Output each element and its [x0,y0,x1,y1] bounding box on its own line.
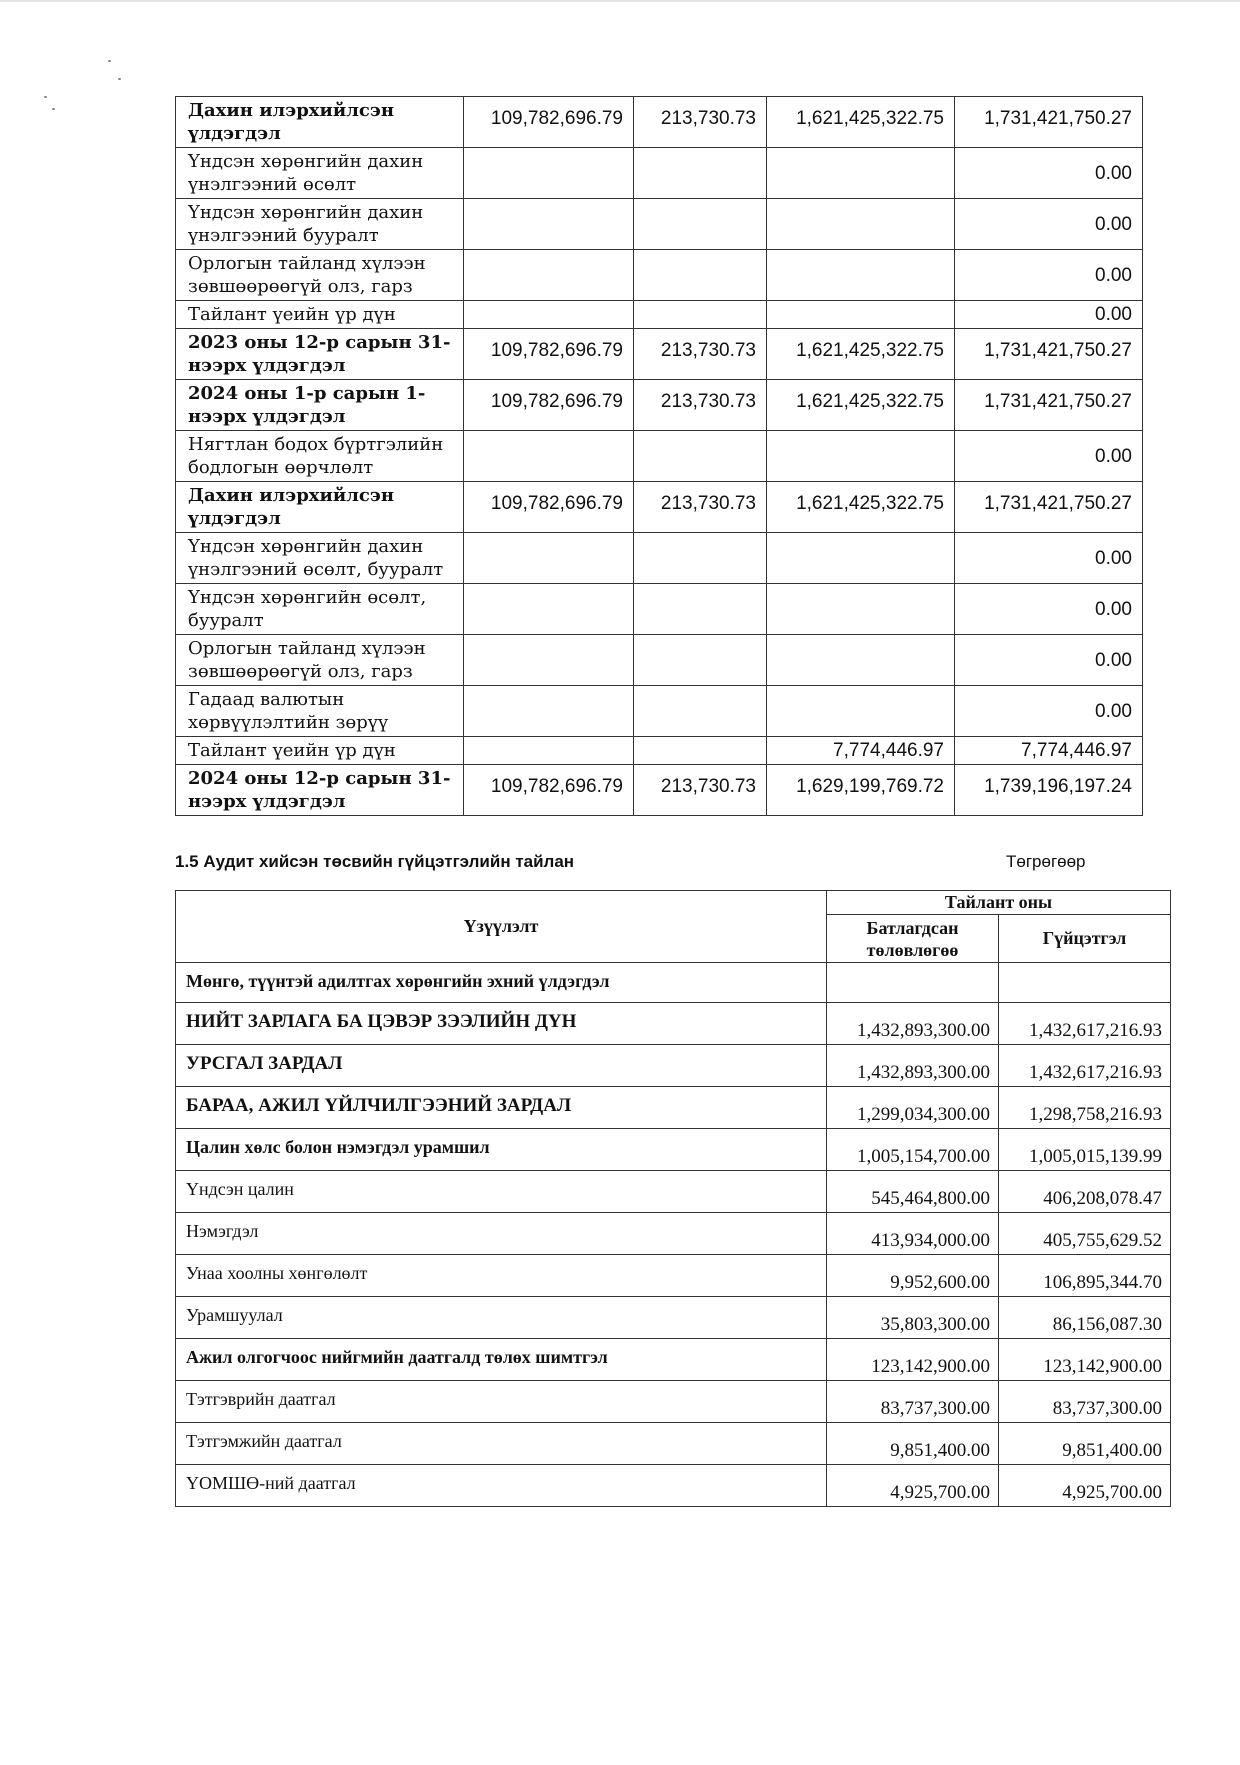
row-label: 2023 оны 12-р сарын 31-нээрх үлдэгдэл [176,329,464,380]
cell-col-2 [634,533,767,584]
row-label: Нягтлан бодох бүртгэлийн бодлогын өөрчлөлт [176,431,464,482]
table-row [176,1381,1171,1423]
cell-col-4: 1,731,421,750.27 [955,380,1143,431]
cell-col-4: 0.00 [955,584,1143,635]
cell-actual: 4,925,700.00 [999,1465,1171,1507]
table-row [176,482,1143,533]
table-row [176,963,1171,1003]
cell-approved: 35,803,300.00 [827,1297,999,1339]
cell-col-3: 1,629,199,769.72 [767,765,955,816]
cell-col-4: 1,731,421,750.27 [955,482,1143,533]
cell-actual: 1,432,617,216.93 [999,1045,1171,1087]
table-row [176,1423,1171,1465]
cell-col-3 [767,250,955,301]
scan-speck [108,60,111,62]
row-label: Дахин илэрхийлсэн үлдэгдэл [176,97,464,148]
cell-approved: 1,432,893,300.00 [827,1045,999,1087]
row-label: Гадаад валютын хөрвүүлэлтийн зөрүү [176,686,464,737]
table-row [176,737,1143,765]
cell-approved: 9,952,600.00 [827,1255,999,1297]
table-row [176,250,1143,301]
table-row [176,380,1143,431]
cell-col-1: 109,782,696.79 [464,97,634,148]
cell-col-3 [767,584,955,635]
header-actual: Гүйцэтгэл [999,915,1171,963]
cell-col-3: 1,621,425,322.75 [767,380,955,431]
row-label: БАРАА, АЖИЛ ҮЙЛЧИЛГЭЭНИЙ ЗАРДАЛ [176,1087,827,1129]
cell-approved: 4,925,700.00 [827,1465,999,1507]
cell-col-4: 0.00 [955,431,1143,482]
table-row [176,1213,1171,1255]
cell-col-3 [767,635,955,686]
cell-col-4: 0.00 [955,301,1143,329]
cell-col-2 [634,199,767,250]
cell-approved: 83,737,300.00 [827,1381,999,1423]
cell-col-4: 0.00 [955,635,1143,686]
table-row [176,97,1143,148]
cell-col-3 [767,199,955,250]
row-label: Орлогын тайланд хүлээн зөвшөөрөөгүй олз, гарз [176,635,464,686]
cell-col-3: 1,621,425,322.75 [767,482,955,533]
cell-col-3 [767,148,955,199]
scan-speck [118,78,121,80]
table-row [176,1003,1171,1045]
row-label: Дахин илэрхийлсэн үлдэгдэл [176,482,464,533]
cell-col-1 [464,301,634,329]
row-label: Тэтгэврийн даатгал [176,1381,827,1423]
cell-col-1 [464,250,634,301]
table-row [176,765,1143,816]
cell-col-1 [464,686,634,737]
cell-col-1: 109,782,696.79 [464,380,634,431]
row-label: Үндсэн хөрөнгийн дахин үнэлгээний өсөлт [176,148,464,199]
scan-speck [52,108,55,110]
cell-actual: 406,208,078.47 [999,1171,1171,1213]
cell-col-4: 0.00 [955,686,1143,737]
cell-col-1 [464,635,634,686]
row-label: Мөнгө, түүнтэй адилтгах хөрөнгийн эхний үлдэгдэл [176,963,827,1003]
cell-col-3 [767,431,955,482]
row-label: Ажил олгогчоос нийгмийн даатгалд төлөх шимтгэл [176,1339,827,1381]
cell-col-3 [767,686,955,737]
cell-col-1: 109,782,696.79 [464,482,634,533]
cell-actual: 83,737,300.00 [999,1381,1171,1423]
currency-unit: Төгрөгөөр [1006,852,1086,871]
cell-col-1: 109,782,696.79 [464,329,634,380]
cell-col-2 [634,148,767,199]
row-label: Цалин хөлс болон нэмэгдэл урамшил [176,1129,827,1171]
cell-col-4: 7,774,446.97 [955,737,1143,765]
header-indicator: Үзүүлэлт [176,891,827,963]
cell-approved [827,963,999,1003]
table-row [176,1171,1171,1213]
cell-col-3: 1,621,425,322.75 [767,329,955,380]
cell-approved: 413,934,000.00 [827,1213,999,1255]
cell-actual: 405,755,629.52 [999,1213,1171,1255]
cell-col-2: 213,730.73 [634,482,767,533]
table-row [176,635,1143,686]
cell-col-2: 213,730.73 [634,765,767,816]
header-approved-plan: Батлагдсан төлөвлөгөө [827,915,999,963]
cell-col-2: 213,730.73 [634,380,767,431]
row-label: УРСГАЛ ЗАРДАЛ [176,1045,827,1087]
table-row [176,1465,1171,1507]
row-label: Нэмэгдэл [176,1213,827,1255]
cell-col-4: 1,731,421,750.27 [955,329,1143,380]
row-label: Үндсэн хөрөнгийн өсөлт, бууралт [176,584,464,635]
cell-col-4: 0.00 [955,199,1143,250]
cell-approved: 545,464,800.00 [827,1171,999,1213]
cell-col-1 [464,199,634,250]
cell-col-4: 0.00 [955,148,1143,199]
cell-actual: 86,156,087.30 [999,1297,1171,1339]
cell-approved: 9,851,400.00 [827,1423,999,1465]
cell-col-1 [464,737,634,765]
row-label: Орлогын тайланд хүлээн зөвшөөрөөгүй олз, гарз [176,250,464,301]
cell-col-1: 109,782,696.79 [464,765,634,816]
cell-actual: 106,895,344.70 [999,1255,1171,1297]
table-row [176,1339,1171,1381]
header-period: Тайлант оны [827,891,1171,915]
table-row [176,1255,1171,1297]
cell-col-2 [634,301,767,329]
table-row [176,1297,1171,1339]
cell-col-1 [464,533,634,584]
cell-col-2 [634,686,767,737]
cell-approved: 1,005,154,700.00 [827,1129,999,1171]
row-label: Тайлант үеийн үр дүн [176,737,464,765]
cell-col-2: 213,730.73 [634,329,767,380]
cell-col-2 [634,584,767,635]
cell-col-2 [634,250,767,301]
cell-col-4: 0.00 [955,533,1143,584]
page-top-edge [0,0,1240,2]
equity-changes-table [175,96,1143,816]
cell-col-4: 0.00 [955,250,1143,301]
row-label: ҮОМШӨ-ний даатгал [176,1465,827,1507]
cell-approved: 1,432,893,300.00 [827,1003,999,1045]
table-row [176,199,1143,250]
row-label: Тайлант үеийн үр дүн [176,301,464,329]
table-row [176,686,1143,737]
table-row [176,584,1143,635]
row-label: Үндсэн цалин [176,1171,827,1213]
cell-col-2 [634,431,767,482]
table-row [176,1087,1171,1129]
cell-col-1 [464,584,634,635]
section-title: 1.5 Аудит хийсэн төсвийн гүйцэтгэлийн тайлан [175,852,575,871]
cell-col-3 [767,301,955,329]
row-label: Тэтгэмжийн даатгал [176,1423,827,1465]
cell-actual: 1,432,617,216.93 [999,1003,1171,1045]
cell-col-3: 7,774,446.97 [767,737,955,765]
table-row [176,329,1143,380]
cell-col-2: 213,730.73 [634,97,767,148]
cell-actual: 1,298,758,216.93 [999,1087,1171,1129]
table-row [176,301,1143,329]
table-row [176,533,1143,584]
row-label: Урамшуулал [176,1297,827,1339]
table-row [176,1045,1171,1087]
cell-col-3 [767,533,955,584]
cell-actual: 1,005,015,139.99 [999,1129,1171,1171]
cell-actual [999,963,1171,1003]
cell-col-2 [634,635,767,686]
cell-col-1 [464,431,634,482]
table-row [176,148,1143,199]
budget-performance-table [175,890,1171,1507]
scan-speck [44,96,47,98]
cell-col-1 [464,148,634,199]
row-label: Үндсэн хөрөнгийн дахин үнэлгээний өсөлт, бууралт [176,533,464,584]
cell-col-4: 1,739,196,197.24 [955,765,1143,816]
table-row [176,431,1143,482]
cell-col-4: 1,731,421,750.27 [955,97,1143,148]
cell-approved: 123,142,900.00 [827,1339,999,1381]
cell-col-2 [634,737,767,765]
cell-col-3: 1,621,425,322.75 [767,97,955,148]
row-label: Үндсэн хөрөнгийн дахин үнэлгээний бууралт [176,199,464,250]
cell-approved: 1,299,034,300.00 [827,1087,999,1129]
row-label: 2024 оны 1-р сарын 1-нээрх үлдэгдэл [176,380,464,431]
table-row [176,1129,1171,1171]
row-label: 2024 оны 12-р сарын 31-нээрх үлдэгдэл [176,765,464,816]
cell-actual: 9,851,400.00 [999,1423,1171,1465]
row-label: НИЙТ ЗАРЛАГА БА ЦЭВЭР ЗЭЭЛИЙН ДҮН [176,1003,827,1045]
cell-actual: 123,142,900.00 [999,1339,1171,1381]
row-label: Унаа хоолны хөнгөлөлт [176,1255,827,1297]
